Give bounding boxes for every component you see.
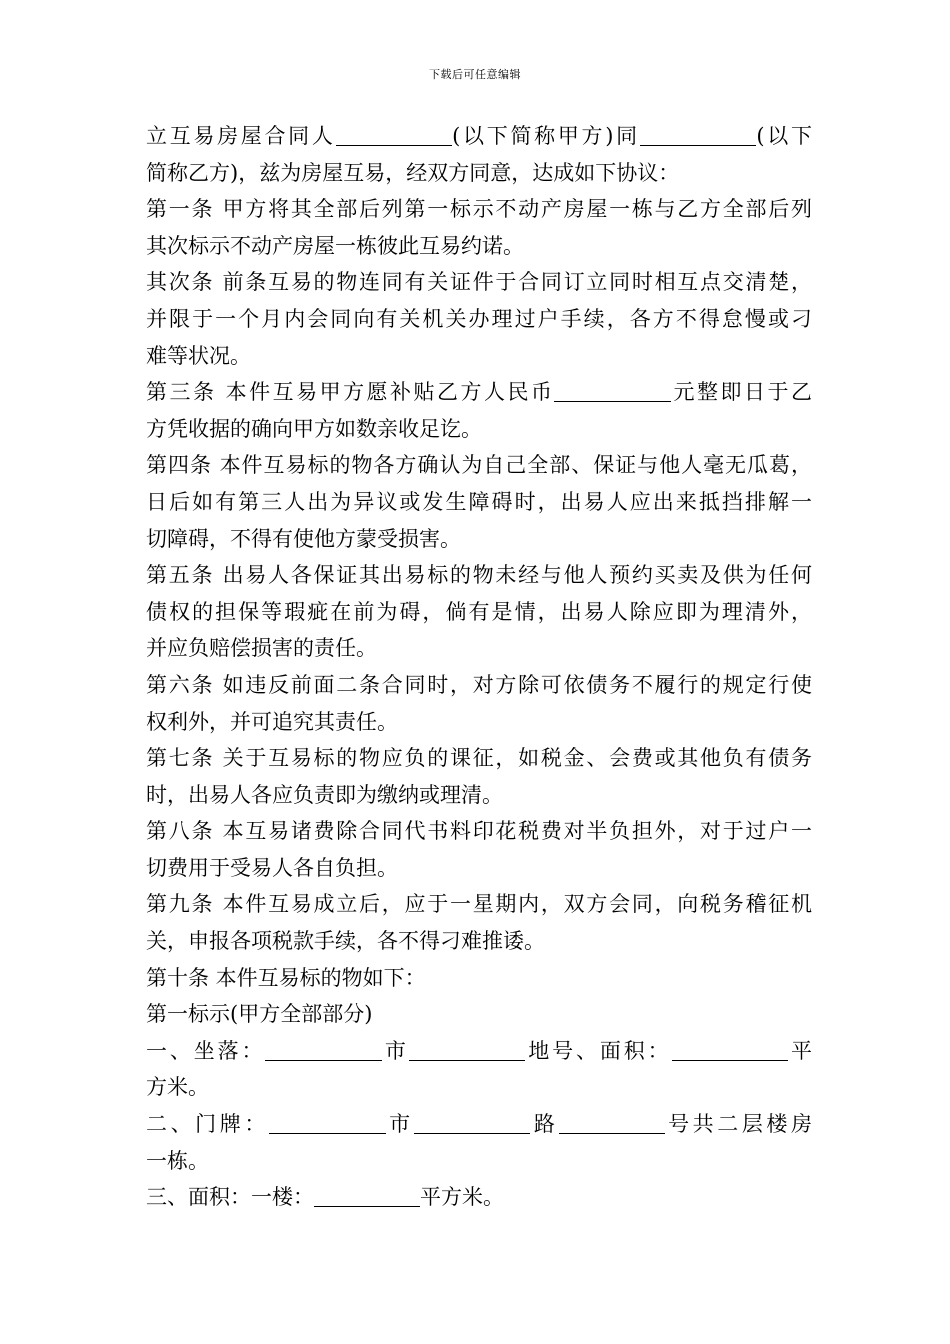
fill-in-blank [265, 1040, 382, 1061]
fill-in-blank [314, 1186, 420, 1207]
contract-line: 第九条 本件互易成立后，应于一星期内，双方会同，向税务稽征机 [146, 892, 812, 917]
contract-body [146, 118, 812, 1216]
fill-in-blank [672, 1040, 789, 1061]
contract-line: 日后如有第三人出为异议或发生障碍时，出易人应出来抵挡排解一 [146, 489, 812, 514]
contract-line: 一、坐落： 市 地号、面积： 平 [146, 1038, 813, 1063]
contract-line: 第五条 出易人各保证其出易标的物未经与他人预约买卖及供为任何 [146, 563, 812, 588]
fill-in-blank [409, 1040, 526, 1061]
contract-line: 难等状况。 [146, 343, 251, 368]
contract-line: 并限于一个月内会同向有关机关办理过户手续，各方不得怠慢或刁 [146, 306, 812, 331]
contract-line: 第一标示(甲方全部部分) [146, 1002, 373, 1027]
fill-in-blank [269, 1113, 386, 1134]
contract-line: 第一条 甲方将其全部后列第一标示不动产房屋一栋与乙方全部后列 [146, 197, 812, 222]
contract-line: 债权的担保等瑕疵在前为碍，倘有是情，出易人除应即为理清外， [146, 599, 812, 624]
contract-line: 方凭收据的确向甲方如数亲收足讫。 [146, 416, 482, 441]
contract-line: 第八条 本互易诸费除合同代书料印花税费对半负担外，对于过户一 [146, 819, 812, 844]
fill-in-blank [640, 125, 757, 146]
contract-line: 第三条 本件互易甲方愿补贴乙方人民币 元整即日于乙 [146, 380, 812, 405]
contract-line: 并应负赔偿损害的责任。 [146, 636, 377, 661]
fill-in-blank [336, 125, 453, 146]
contract-line: 其次条 前条互易的物连同有关证件于合同订立同时相互点交清楚， [146, 270, 812, 295]
contract-line: 一栋。 [146, 1148, 209, 1173]
contract-line: 权利外，并可追究其责任。 [146, 709, 398, 734]
contract-line: 时，出易人各应负责即为缴纳或理清。 [146, 782, 503, 807]
contract-line: 切费用于受易人各自负担。 [146, 855, 398, 880]
fill-in-blank [414, 1113, 531, 1134]
contract-line: 第七条 关于互易标的物应负的课征，如税金、会费或其他负有债务 [146, 746, 812, 771]
contract-line: 其次标示不动产房屋一栋彼此互易约诺。 [146, 233, 524, 258]
page-header: 下载后可任意编辑 [429, 68, 521, 81]
contract-line: 第四条 本件互易标的物各方确认为自己全部、保证与他人毫无瓜葛， [146, 453, 812, 478]
contract-line: 切障碍，不得有使他方蒙受损害。 [146, 526, 461, 551]
contract-line: 简称乙方)，兹为房屋互易，经双方同意，达成如下协议： [146, 160, 680, 185]
fill-in-blank [559, 1113, 665, 1134]
fill-in-blank [554, 381, 671, 402]
contract-line: 关，申报各项税款手续，各不得刁难推诿。 [146, 929, 545, 954]
contract-line: 三、面积：一楼： 平方米。 [146, 1185, 504, 1210]
contract-line: 方米。 [146, 1075, 209, 1100]
contract-line: 第六条 如违反前面二条合同时，对方除可依债务不履行的规定行使 [146, 672, 812, 697]
contract-line: 第十条 本件互易标的物如下： [146, 965, 426, 990]
contract-line: 二、门牌： 市 路 号共二层楼房 [146, 1112, 813, 1137]
contract-line: 立互易房屋合同人 (以下简称甲方)同 (以下 [146, 124, 813, 148]
